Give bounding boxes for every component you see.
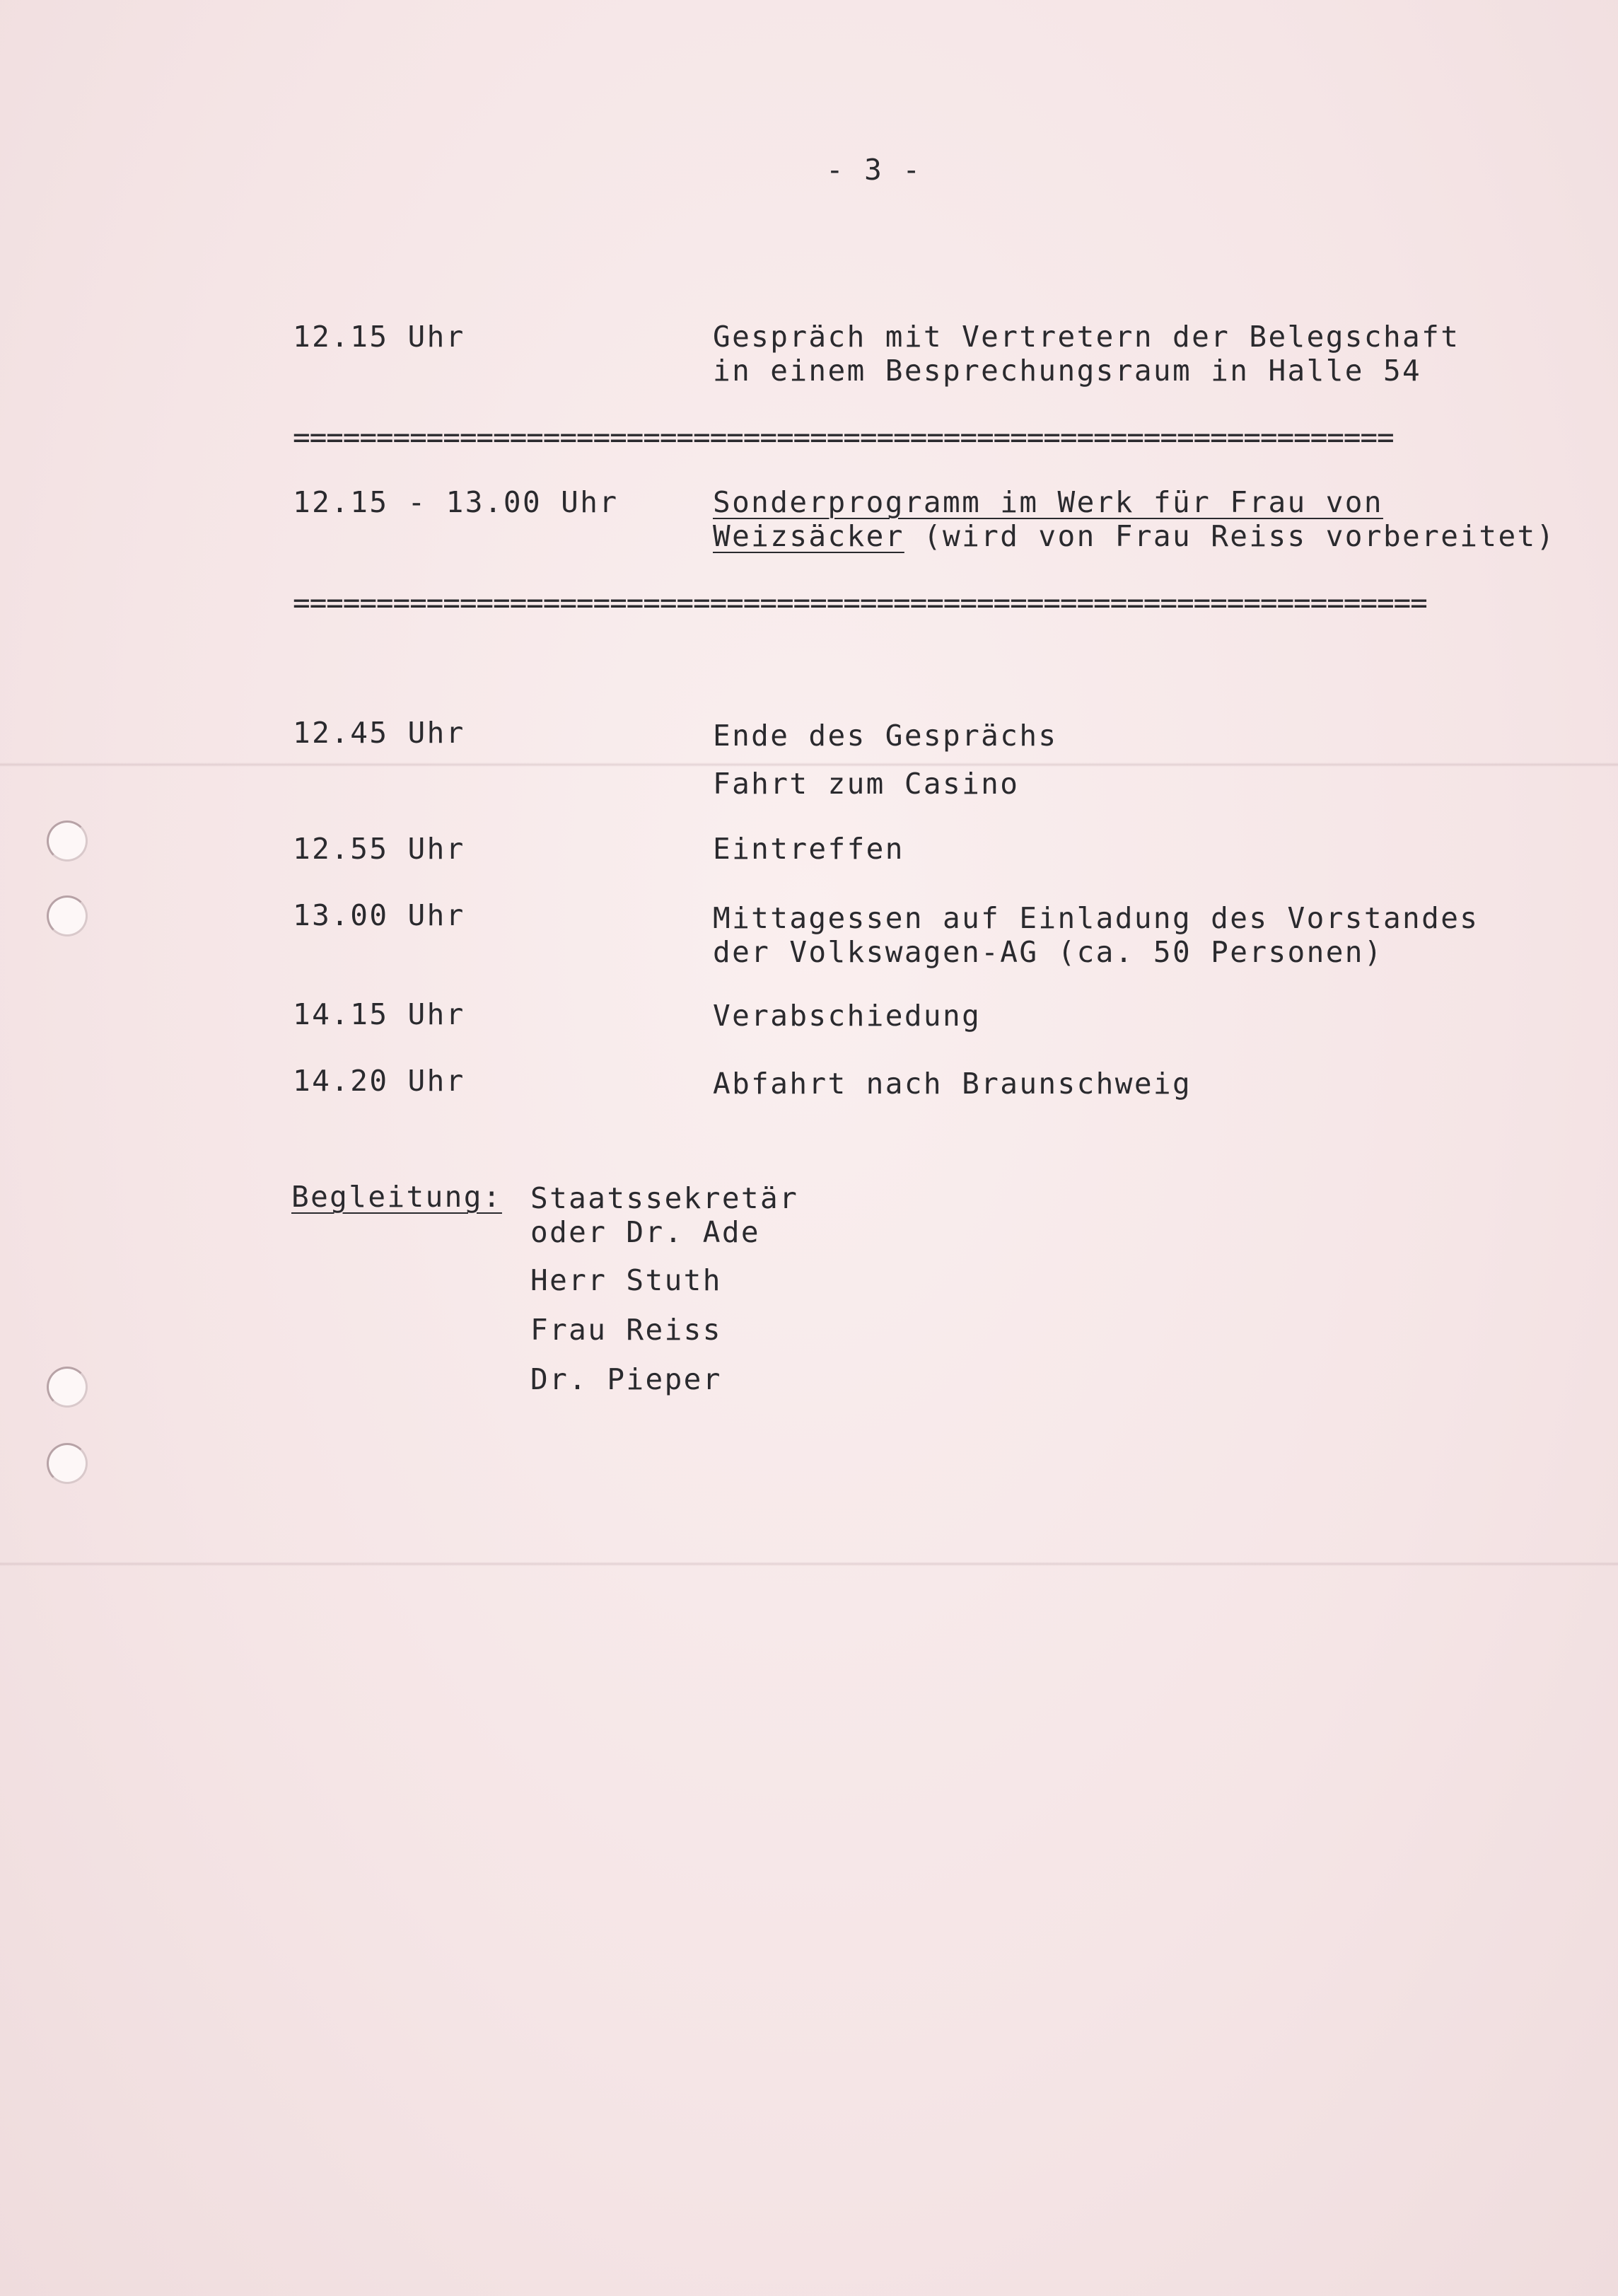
schedule-text: in einem Besprechungsraum in Halle 54: [713, 354, 1422, 388]
schedule-text: der Volkswagen-AG (ca. 50 Personen): [713, 935, 1383, 969]
escort-name: Staatssekretär: [530, 1181, 799, 1215]
separator-line: ====================================================================: [293, 586, 1427, 620]
schedule-text: Abfahrt nach Braunschweig: [713, 1067, 1192, 1101]
separator-line: ==================================================================: [293, 420, 1394, 454]
special-program-title: Sonderprogramm im Werk für Frau von: [713, 485, 1383, 519]
schedule-text: Ende des Gesprächs: [713, 719, 1058, 753]
page-number: - 3 -: [826, 153, 922, 187]
escort-label: Begleitung:: [291, 1180, 502, 1214]
schedule-time: 12.15 Uhr: [293, 320, 465, 354]
special-program-note: (wird von Frau Reiss vorbereitet): [904, 519, 1556, 553]
schedule-text: Gespräch mit Vertretern der Belegschaft: [713, 320, 1460, 354]
schedule-time: 14.20 Uhr: [293, 1064, 465, 1098]
schedule-text: Verabschiedung: [713, 999, 982, 1033]
escort-name: Dr. Pieper: [530, 1362, 722, 1396]
schedule-text: Fahrt zum Casino: [713, 767, 1020, 801]
schedule-time: 12.45 Uhr: [293, 716, 465, 750]
schedule-time: 14.15 Uhr: [293, 997, 465, 1031]
punch-hole: [47, 895, 88, 937]
escort-name: oder Dr. Ade: [530, 1215, 761, 1249]
punch-hole: [47, 1367, 88, 1408]
escort-name: Frau Reiss: [530, 1313, 722, 1347]
special-program-line2: [713, 519, 1556, 553]
fold-line-bottom: [0, 1562, 1618, 1566]
special-program-time: 12.15 - 13.00 Uhr: [293, 485, 619, 519]
schedule-text: Eintreffen: [713, 832, 904, 866]
escort-name: Herr Stuth: [530, 1263, 722, 1297]
punch-hole: [47, 1443, 88, 1484]
special-program-name: Weizsäcker: [713, 519, 904, 553]
schedule-text: Mittagessen auf Einladung des Vorstandes: [713, 901, 1479, 935]
punch-hole: [47, 821, 88, 862]
schedule-time: 13.00 Uhr: [293, 898, 465, 932]
schedule-time: 12.55 Uhr: [293, 832, 465, 866]
